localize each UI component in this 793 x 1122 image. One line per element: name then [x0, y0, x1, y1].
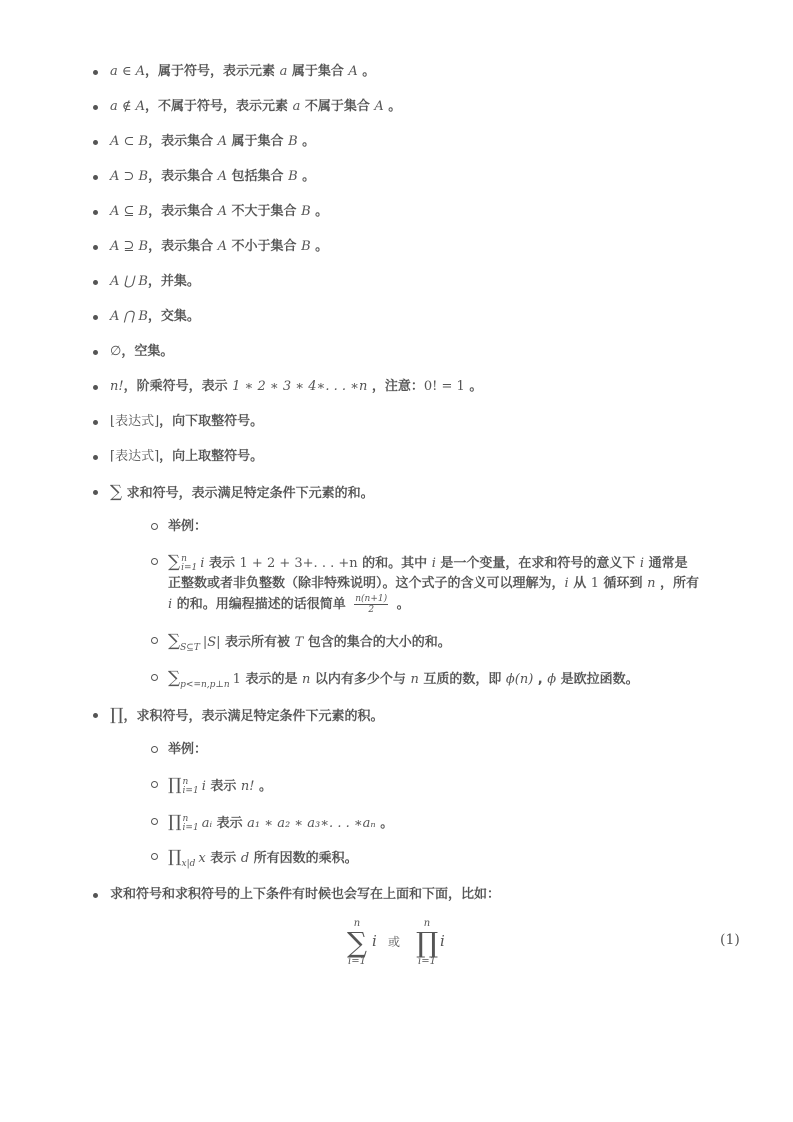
sub-list-item [168, 775, 272, 797]
item-text: 表示 [205, 779, 241, 794]
math-expression: 1 + 2 + 3+. . . +n [239, 556, 358, 571]
math-var: B [301, 239, 311, 254]
math-var: A [348, 64, 358, 79]
upper-limit: n [423, 918, 431, 929]
upper-limit: n [182, 776, 189, 787]
math-var: B [288, 134, 298, 149]
fraction-denominator: 2 [368, 605, 375, 615]
item-text: 。 [464, 379, 483, 394]
math-expression: a ∈ A [110, 64, 146, 79]
math-var: i [372, 932, 377, 950]
math-var: n [302, 672, 311, 687]
item-text: ，表示集合 [148, 134, 218, 149]
bullet-icon [93, 245, 98, 250]
math-expression: a₁ ∗ a₂ ∗ a₃∗. . . ∗aₙ [247, 816, 376, 831]
math-expression: A ⊃ B [110, 169, 149, 184]
math-var: i [200, 556, 205, 571]
sub-list-item [168, 631, 451, 658]
item-text: 是一个变量，在求和符号的意义下 [435, 556, 640, 571]
list-item [110, 412, 263, 432]
math-expression: 1 ∗ 2 ∗ 3 ∗ 4∗. . . ∗n [232, 379, 368, 394]
list-item [110, 97, 401, 117]
bullet-icon [93, 713, 98, 718]
lower-limit: i=1 [348, 956, 366, 967]
item-text: 循环到 [599, 576, 648, 591]
math-var: i [639, 556, 645, 571]
item-text: ，阶乘符号，表示 [123, 379, 233, 394]
item-text: ，向上取整符号。 [159, 449, 264, 464]
math-number: 1 [590, 576, 600, 591]
list-item [110, 237, 328, 257]
item-text: 。 [254, 779, 273, 794]
fraction [354, 594, 388, 615]
math-expression: A ⋂ B [110, 309, 148, 324]
item-text: 求和符号和求积符号的上下条件有时候也会写在上面和下面，比如： [110, 887, 501, 902]
product-symbol: ∏ [168, 812, 182, 832]
item-text: 。 [310, 239, 329, 254]
math-expression: ϕ(n) [505, 672, 534, 687]
math-expression: 0! = 1 [423, 379, 465, 394]
math-var: i [201, 779, 206, 794]
math-var: i [431, 556, 436, 571]
product-limits [183, 815, 199, 833]
item-text: ，求积符号，表示满足特定条件下元素的积。 [123, 709, 384, 724]
bullet-icon [93, 315, 98, 320]
item-text: ，表示集合 [148, 204, 218, 219]
bullet-icon [93, 385, 98, 390]
math-var: ϕ [547, 672, 557, 687]
item-text: 。 [297, 169, 316, 184]
bullet-icon [93, 420, 98, 425]
list-item [110, 482, 374, 504]
circle-bullet-icon [151, 637, 158, 644]
bullet-icon [93, 280, 98, 285]
upper-limit: n [353, 918, 361, 929]
item-text: 不大于集合 [227, 204, 302, 219]
lower-limit: i=1 [181, 562, 198, 573]
list-item [110, 705, 384, 727]
item-text: 互质的数，即 [418, 672, 506, 687]
lower-limit: i=1 [182, 785, 199, 796]
item-text: 。 [392, 597, 410, 612]
math-expression: ⌈表达式⌉ [110, 449, 160, 464]
list-item [110, 272, 200, 292]
or-text: 或 [388, 935, 401, 949]
item-text: 的和。用编程描述的话很简单 [172, 597, 351, 612]
list-item [110, 62, 375, 82]
list-item [110, 307, 200, 327]
math-var: n [647, 576, 656, 591]
bullet-icon [93, 893, 98, 898]
sub-list-item [168, 812, 393, 834]
math-var: A [217, 134, 228, 149]
item-text: 。 [357, 64, 376, 79]
math-expression: ⌊表达式⌋ [110, 414, 160, 429]
item-text: 不属于集合 [300, 99, 375, 114]
lower-limit: i=1 [182, 822, 199, 833]
item-text: ，不属于符号，表示元素 [145, 99, 293, 114]
math-var: i [564, 576, 569, 591]
sum-symbol: ∑ [168, 668, 181, 688]
math-var: i [168, 597, 173, 612]
sum-symbol: ∑ [110, 482, 123, 502]
item-text: 。 [297, 134, 316, 149]
math-var: A [217, 204, 228, 219]
bullet-icon [93, 105, 98, 110]
sub-list-item [168, 552, 738, 615]
math-var: B [301, 204, 311, 219]
circle-bullet-icon [151, 853, 158, 860]
list-item [110, 167, 315, 187]
sum-limits [181, 555, 197, 573]
item-text: 。 [375, 816, 394, 831]
product-symbol: ∏ [110, 705, 124, 725]
math-var: T [294, 635, 304, 650]
upper-limit: n [182, 813, 189, 824]
list-item [110, 202, 328, 222]
math-var: n [410, 672, 419, 687]
item-text: ，向下取整符号。 [159, 414, 264, 429]
sum-symbol: ∑ [168, 552, 181, 572]
item-text: 通常是 [644, 556, 688, 571]
sum-symbol: ∑ [347, 926, 367, 959]
item-text: 表示 [205, 851, 241, 866]
item-text: 的和。其中 [357, 556, 432, 571]
item-text: 属于集合 [227, 134, 289, 149]
item-text: 正整数或者非负整数（除非特殊说明）。这个式子的含义可以理解为， [168, 576, 565, 591]
list-item [110, 377, 482, 397]
math-var: A [217, 169, 228, 184]
item-text: 所有因数的乘积。 [249, 851, 358, 866]
list-item [110, 132, 315, 152]
display-sum [342, 918, 372, 968]
item-text: 表示 [212, 816, 248, 831]
product-symbol: ∏ [415, 926, 439, 959]
item-text: ，所有 [655, 576, 699, 591]
bullet-icon [93, 455, 98, 460]
math-var: B [288, 169, 298, 184]
lower-limit: p<=n,p⊥n [180, 680, 230, 690]
item-text: 。 [383, 99, 402, 114]
item-text: , [533, 672, 548, 687]
item-text: ，表示集合 [148, 169, 218, 184]
math-var: A [217, 239, 228, 254]
math-var: i [440, 932, 445, 950]
circle-bullet-icon [151, 746, 158, 753]
math-var: a [292, 99, 301, 114]
item-text: ，空集。 [121, 344, 174, 359]
product-limits [183, 778, 199, 796]
example-label: 举例： [168, 742, 208, 757]
math-var: aᵢ [201, 816, 213, 831]
sub-list-item [168, 847, 358, 874]
item-text: 。 [310, 204, 329, 219]
bullet-icon [93, 210, 98, 215]
bullet-icon [93, 175, 98, 180]
lower-limit: x|d [181, 859, 196, 869]
circle-bullet-icon [151, 523, 158, 530]
math-var: x [198, 851, 206, 866]
item-text: 表示的是 [240, 672, 303, 687]
item-text: 求和符号，表示满足特定条件下元素的和。 [122, 486, 374, 501]
item-text: ，注意： [367, 379, 424, 394]
math-number: 1 [232, 672, 241, 687]
sub-list-item [168, 668, 639, 695]
bullet-icon [93, 350, 98, 355]
item-text: 表示所有被 [220, 635, 295, 650]
math-expression: n! [110, 379, 124, 394]
lower-limit: i=1 [418, 956, 436, 967]
circle-bullet-icon [151, 674, 158, 681]
math-var: d [240, 851, 250, 866]
lower-limit: S⊆T [180, 643, 200, 653]
product-symbol: ∏ [168, 847, 182, 867]
math-expression: A ⋃ B [110, 274, 148, 289]
math-expression: A ⊂ B [110, 134, 149, 149]
bullet-icon [93, 70, 98, 75]
item-text: ，表示集合 [148, 239, 218, 254]
item-text: 属于集合 [287, 64, 349, 79]
sub-list-item [168, 740, 207, 760]
display-equation [0, 918, 793, 968]
item-text: ，并集。 [147, 274, 200, 289]
item-text: 从 [568, 576, 591, 591]
sum-symbol: ∑ [168, 631, 181, 651]
product-symbol: ∏ [168, 775, 182, 795]
list-item [110, 885, 500, 905]
example-label: 举例： [168, 519, 208, 534]
item-text: 包含的集合的大小的和。 [303, 635, 451, 650]
bullet-icon [93, 140, 98, 145]
list-item [110, 447, 263, 467]
math-expression: ∅ [110, 344, 122, 359]
item-text: 包括集合 [227, 169, 289, 184]
list-item [110, 342, 173, 362]
math-var: a [279, 64, 288, 79]
item-text: ，交集。 [147, 309, 200, 324]
display-product [412, 918, 442, 968]
item-text: 不小于集合 [227, 239, 302, 254]
equation-number: (1) [720, 932, 740, 948]
upper-limit: n [181, 553, 187, 564]
math-expression: A ⊇ B [110, 239, 149, 254]
math-var: A [374, 99, 384, 114]
math-expression: a ∉ A [110, 99, 146, 114]
item-text: 以内有多少个与 [310, 672, 411, 687]
circle-bullet-icon [151, 781, 158, 788]
item-text: 表示 [204, 556, 240, 571]
math-expression: A ⊆ B [110, 204, 149, 219]
circle-bullet-icon [151, 818, 158, 825]
fraction-numerator: n(n+1) [355, 594, 388, 604]
item-text: 是欧拉函数。 [556, 672, 639, 687]
circle-bullet-icon [151, 558, 158, 565]
bullet-icon [93, 490, 98, 495]
math-expression: n! [240, 779, 255, 794]
item-text: ，属于符号，表示元素 [145, 64, 280, 79]
sub-list-item [168, 517, 207, 537]
math-expression: |S| [202, 635, 221, 650]
